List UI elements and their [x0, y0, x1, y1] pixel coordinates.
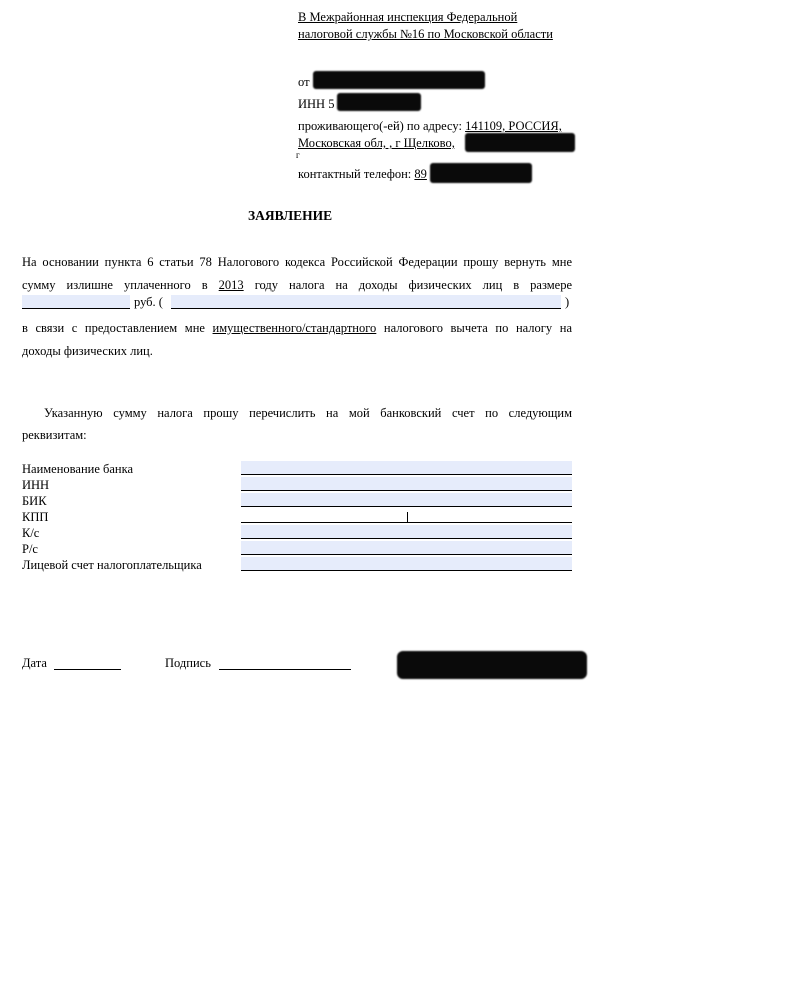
address-line-2: Московская обл, , г Щелково,: [298, 136, 455, 150]
from-label: от: [298, 75, 310, 89]
redacted-phone: [430, 163, 532, 183]
year-value: 2013: [218, 278, 244, 292]
address-line-1: проживающего(-ей) по адресу: 141109, РОССИЯ,: [298, 119, 562, 133]
bank-inn-label: ИНН: [22, 478, 50, 492]
recipient-line-1: В Межрайонная инспекция Федеральной: [298, 10, 518, 24]
personal-account-field[interactable]: [241, 557, 572, 571]
bank-bik-label: БИК: [22, 494, 47, 508]
phone-line: контактный телефон: 89: [298, 167, 427, 181]
redacted-inn: [337, 93, 421, 111]
redacted-address: [465, 133, 575, 152]
deduction-type: имущественного/стандартного: [212, 321, 377, 335]
para3-line2: реквизитам:: [22, 428, 87, 442]
signature-field[interactable]: [219, 656, 351, 670]
text-cursor: [407, 512, 408, 523]
signature-label: Подпись: [165, 656, 211, 670]
date-label: Дата: [22, 656, 47, 670]
bank-name-label: Наименование банка: [22, 462, 134, 476]
document-title: ЗАЯВЛЕНИЕ: [248, 208, 333, 223]
redacted-name: [313, 71, 485, 89]
bank-rs-field[interactable]: [241, 541, 572, 555]
amount-close-paren: ): [565, 295, 570, 309]
para1-line2: сумму излишне уплаченного в 2013 году налога на доходы физических лиц в размере: [22, 278, 573, 292]
para1-line1: На основании пункта 6 статьи 78 Налогового кодекса Российской Федерации прошу вернуть мне: [22, 255, 572, 269]
bank-bik-field[interactable]: [241, 493, 572, 507]
personal-account-label: Лицевой счет налогоплательщика: [22, 558, 202, 572]
currency-label: руб. (: [134, 295, 163, 309]
address-stray-mark: г: [296, 150, 300, 160]
para2-line2: доходы физических лиц.: [22, 344, 153, 358]
bank-ks-label: К/с: [22, 526, 40, 540]
para2-line1: в связи с предоставлением мне имущественного/стандартного налогового вычета по налогу на: [22, 321, 572, 335]
bank-rs-label: Р/с: [22, 542, 38, 556]
amount-number-field[interactable]: [22, 295, 130, 309]
inn-label: ИНН 5: [298, 97, 335, 111]
bank-name-field[interactable]: [241, 461, 572, 475]
date-field[interactable]: [54, 656, 121, 670]
bank-ks-field[interactable]: [241, 525, 572, 539]
bank-inn-field[interactable]: [241, 477, 572, 491]
amount-words-field[interactable]: [171, 295, 561, 309]
redacted-signature-name: [397, 651, 587, 679]
para3-line1: Указанную сумму налога прошу перечислить на мой банковский счет по следующим: [44, 406, 572, 420]
recipient-line-2: налоговой службы №16 по Московской области: [298, 27, 553, 41]
bank-kpp-label: КПП: [22, 510, 49, 524]
